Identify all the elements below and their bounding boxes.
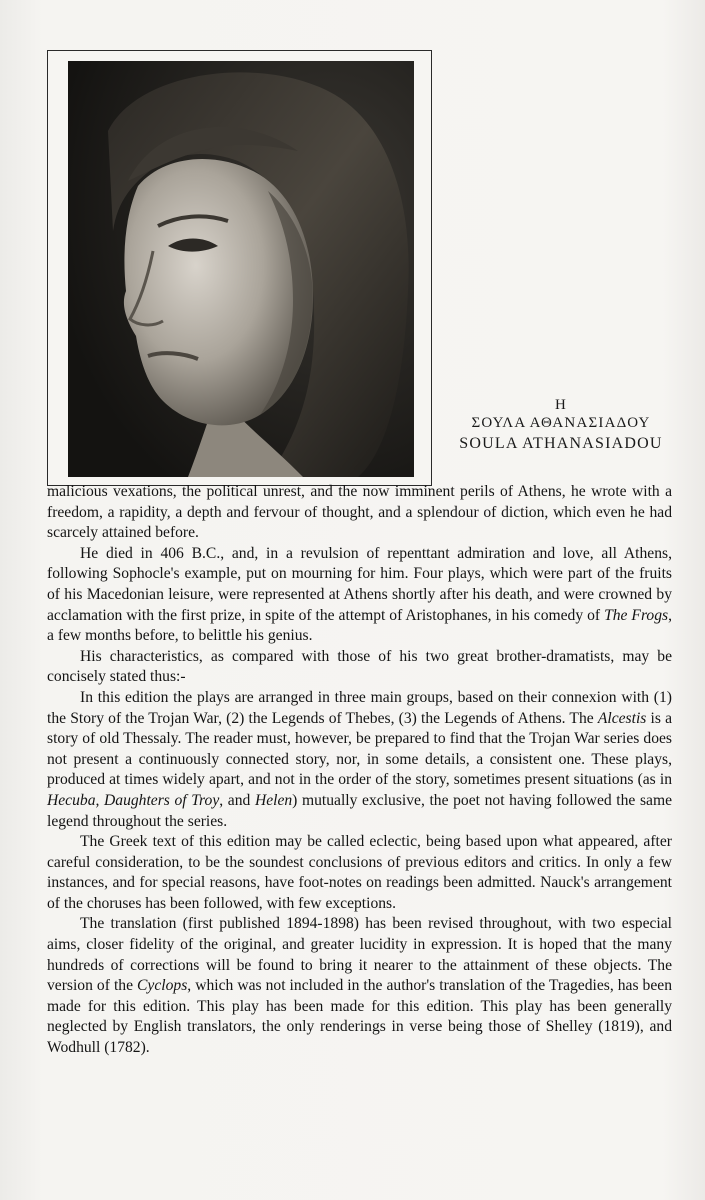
paragraph <box>47 914 672 1058</box>
italic-title: Cyclops <box>137 977 188 995</box>
italic-title: Helen <box>254 791 293 809</box>
paragraph-text: , which was not included in the author's translation of the Tragedies, has been made for this edition. This play has been made for this edition. This play has been generally neglected by English translators, the only renderings in verse being those of Shelley (1819), and Wodhull (1782). <box>47 977 672 1057</box>
portrait-photo <box>68 61 414 477</box>
portrait-frame <box>47 50 432 486</box>
caption-line-greek-name: ΣΟΥΛΑ ΑΘΑΝΑΣΙΑΔΟΥ <box>471 415 651 431</box>
paragraph-text: , and <box>219 791 255 809</box>
paragraph <box>47 688 672 832</box>
paragraph <box>47 544 672 647</box>
paragraph <box>47 832 672 914</box>
paragraph-text: The translation (first published 1894-1898) has been revised throughout, with two especial aims, closer fidelity of the original, and greater lucidity in expression. It is hoped that the many hundreds of corrections will be found to bring it nearer to the attainment of these objects. The version of the <box>47 915 672 995</box>
paragraph-text: His characteristics, as compared with those of his two great brother-dramatists, may be concisely stated thus:- <box>47 647 672 686</box>
body-text <box>47 482 672 1059</box>
caption-line-article: Η <box>554 397 568 413</box>
paragraph-text: , a few months before, to belittle his genius. <box>47 606 672 645</box>
portrait-photo-icon <box>68 61 414 477</box>
italic-title: The Frogs <box>604 606 669 624</box>
italic-title: Hecuba, Daughters of Troy <box>47 791 220 809</box>
paragraph-text: The Greek text of this edition may be called eclectic, being based upon what appeared, after careful consideration, to be the soundest conclusions of previous editors and critics. In only a few instances, and for special reasons, have foot-notes on readings been admitted. Nauck's arrangement of the choruses has been followed, with few exceptions. <box>47 833 672 912</box>
paragraph-text: is a story of old Thessaly. The reader must, however, be prepared to find that the Trojan War series does not present a continuously connected story, nor, in some details, a consistent one. These plays, produced at times widely apart, and not in the order of the story, sometimes present situations (as in <box>47 709 673 789</box>
paragraph-text: malicious vexations, the political unrest, and the now imminent perils of Athens, he wrote with a freedom, a rapidity, a depth and fervour of thought, and a splendour of diction, which even he had scarcely attained before. <box>47 483 672 542</box>
paragraph <box>47 647 672 688</box>
paragraph <box>47 482 672 544</box>
paragraph-text: In this edition the plays are arranged in three main groups, based on their connexion with (1) the Story of the Trojan War, (2) the Legends of Thebes, (3) the Legends of Athens. The <box>47 688 672 727</box>
paragraph-text: He died in 406 B.C., and, in a revulsion of repenttant admiration and love, all Athens, following Sophocle's example, put on mourning for him. Four plays, which were part of the fruits of his Macedonian leisure, were represented at Athens shortly after his death, and were crowned by acclamation with the first prize, in spite of the attempt of Aristophanes, in his comedy of <box>47 544 672 624</box>
caption-line-latin-name: SOULA ATHANASIADOU <box>459 435 663 452</box>
paragraph-text: ) mutually exclusive, the poet not having followed the same legend throughout the series. <box>47 791 673 830</box>
italic-title: Alcestis <box>597 709 647 727</box>
